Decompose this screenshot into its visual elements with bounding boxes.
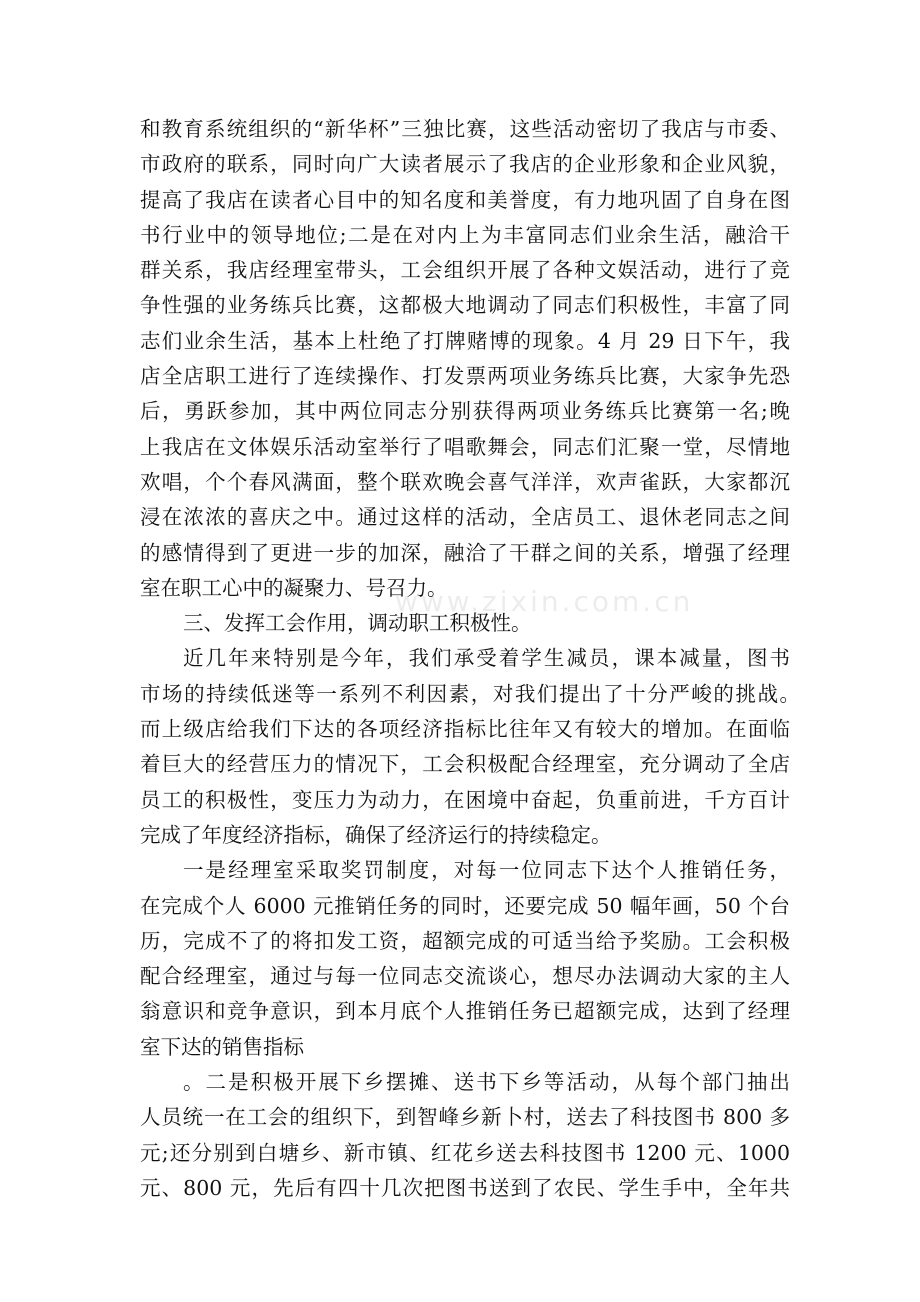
text-line: 一是经理室采取奖罚制度，对每一位同志下达个人推销任务，	[183, 858, 790, 883]
text-line: 市政府的联系，同时向广大读者展示了我店的企业形象和企业风貌，	[140, 152, 790, 177]
text-line: 志们业余生活，基本上杜绝了打牌赌博的现象。4 月 29 日下午，我	[140, 328, 790, 353]
text-line: 完成了年度经济指标，确保了经济运行的持续稳定。	[140, 822, 612, 847]
text-line: 室下达的销售指标	[140, 1034, 304, 1059]
text-line: 室在职工心中的凝聚力、号召力。	[140, 575, 448, 600]
text-line: 员工的积极性，变压力为动力，在困境中奋起，负重前进，千方百计	[140, 787, 790, 812]
text-line: 配合经理室，通过与每一位同志交流谈心，想尽办法调动大家的主人	[140, 964, 790, 989]
text-line: 市场的持续低迷等一系列不利因素，对我们提出了十分严峻的挑战。	[140, 681, 800, 706]
text-line: 群关系，我店经理室带头，工会组织开展了各种文娱活动，进行了竞	[140, 258, 790, 283]
text-line: 历，完成不了的将扣发工资，超额完成的可适当给予奖励。工会积极	[140, 928, 790, 953]
text-line: 的感情得到了更进一步的加深，融洽了干群之间的关系，增强了经理	[140, 540, 790, 565]
text-line: 提高了我店在读者心目中的知名度和美誉度，有力地巩固了自身在图	[140, 187, 790, 212]
text-line: 在完成个人 6000 元推销任务的同时，还要完成 50 幅年画，50 个台	[140, 893, 790, 918]
text-line: 店全店职工进行了连续操作、打发票两项业务练兵比赛，大家争先恐	[140, 364, 790, 389]
text-line: 而上级店给我们下达的各项经济指标比往年又有较大的增加。在面临	[140, 717, 790, 742]
text-line: 后，勇跃参加，其中两位同志分别获得两项业务练兵比赛第一名;晚	[140, 399, 790, 424]
text-line: 书行业中的领导地位;二是在对内上为丰富同志们业余生活，融洽干	[140, 222, 790, 247]
text-line: 元;还分别到白塘乡、新市镇、红花乡送去科技图书 1200 元、1000	[140, 1140, 790, 1165]
text-line: 元、800 元，先后有四十几次把图书送到了农民、学生手中，全年共	[140, 1175, 790, 1200]
text-line: 浸在浓浓的喜庆之中。通过这样的活动，全店员工、退休老同志之间	[140, 505, 790, 530]
text-line: 争性强的业务练兵比赛，这都极大地调动了同志们积极性，丰富了同	[140, 293, 790, 318]
text-line: 着巨大的经营压力的情况下，工会积极配合经理室，充分调动了全店	[140, 752, 790, 777]
text-line: 人员统一在工会的组织下，到智峰乡新卜村，送去了科技图书 800 多	[140, 1105, 790, 1130]
section-heading: 三、发挥工会作用，调动职工积极性。	[183, 611, 532, 636]
watermark: www.zixin.com.cn	[395, 585, 694, 618]
text-line: 翁意识和竞争意识，到本月底个人推销任务已超额完成，达到了经理	[140, 999, 790, 1024]
text-line: 上我店在文体娱乐活动室举行了唱歌舞会，同志们汇聚一堂，尽情地	[140, 434, 790, 459]
text-line: 近几年来特别是今年，我们承受着学生减员，课本减量，图书	[183, 646, 790, 671]
text-line: 。二是积极开展下乡摆摊、送书下乡等活动，从每个部门抽出	[183, 1070, 790, 1095]
text-line: 和教育系统组织的“新华杯”三独比赛，这些活动密切了我店与市委、	[140, 117, 790, 141]
text-line: 欢唱，个个春风满面，整个联欢晚会喜气洋洋，欢声雀跃，大家都沉	[140, 469, 790, 494]
document-body	[140, 112, 800, 1206]
